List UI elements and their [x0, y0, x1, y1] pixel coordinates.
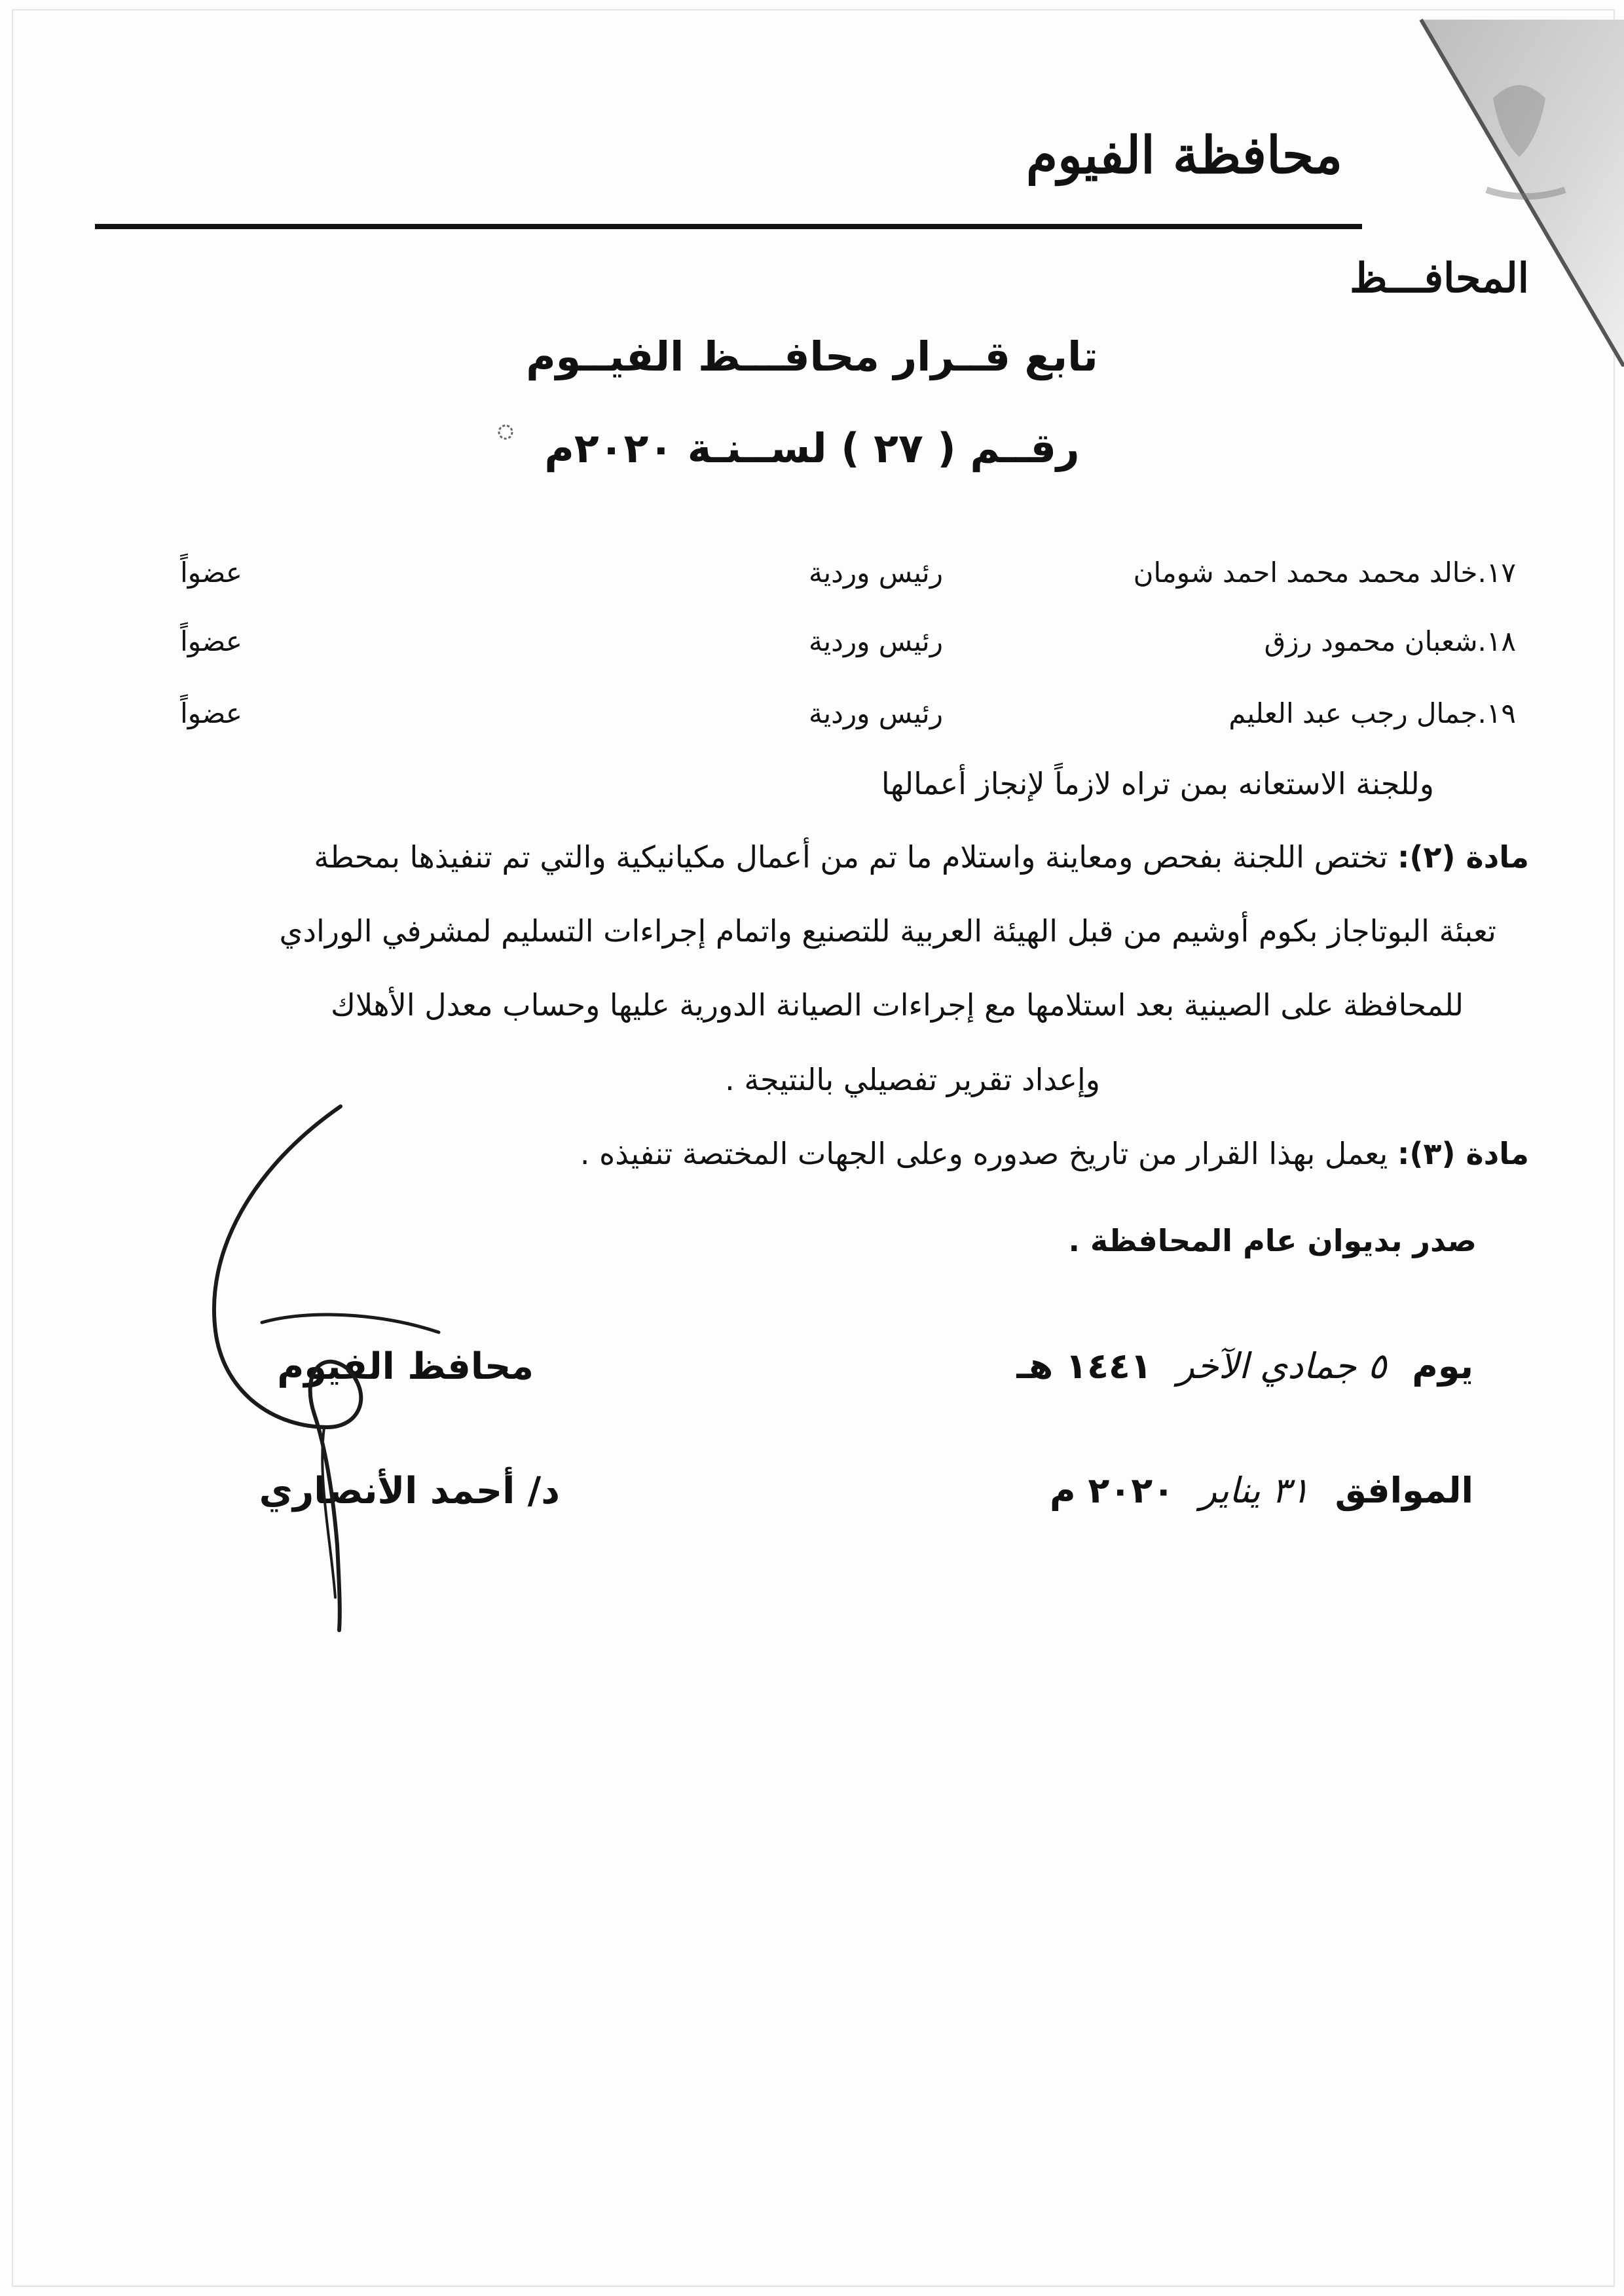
- article-3-text: يعمل بهذا القرار من تاريخ صدوره وعلى الجهات المختصة تنفيذه .: [580, 1136, 1388, 1171]
- hijri-handwritten-date: ٥ جمادي الآخر: [1177, 1345, 1387, 1387]
- article-2-text-1: تختص اللجنة بفحص ومعاينة واستلام ما تم من أعمال مكيانيكية والتي تم تنفيذها بمحطة: [314, 839, 1388, 875]
- member-row: [0, 625, 1624, 671]
- signatory-name: د/ أحمد الأنصاري: [259, 1470, 560, 1512]
- signatory-title: محافظ الفيوم: [277, 1345, 534, 1388]
- member-status: عضواً: [180, 697, 242, 729]
- hijri-day-label: يوم: [1412, 1345, 1473, 1387]
- issued-statement: صدر بديوان عام المحافظة .: [1068, 1223, 1477, 1258]
- gregorian-handwritten-date: ٣١ يناير: [1200, 1470, 1310, 1511]
- member-status: عضواً: [180, 556, 242, 589]
- committee-note: وللجنة الاستعانه بمن تراه لازماً لإنجاز أعمالها: [881, 766, 1434, 801]
- article-2-line-1: [314, 839, 1529, 875]
- page-corner-shadow: [1395, 0, 1624, 367]
- member-role: رئيس وردية: [808, 556, 943, 589]
- article-2-line-4: وإعداد تقرير تفصيلي بالنتيجة .: [725, 1062, 1100, 1097]
- hijri-date-line: [1016, 1345, 1473, 1387]
- article-2-label: مادة (٢):: [1397, 839, 1529, 875]
- gregorian-date-line: [1050, 1470, 1473, 1511]
- hijri-year: ١٤٤١ هـ: [1016, 1345, 1152, 1387]
- decree-title: تابع قــرار محافـــظ الفيــوم: [526, 333, 1098, 380]
- article-3-label: مادة (٣):: [1397, 1136, 1529, 1171]
- handwritten-signature: [164, 1087, 491, 1637]
- governorate-name: محافظة الفيوم: [1025, 126, 1342, 185]
- article-2-line-3: للمحافظة على الصينية بعد استلامها مع إجراءات الصيانة الدورية عليها وحساب معدل الأهلاك: [331, 987, 1464, 1023]
- article-2-line-2: تعبئة البوتاجاز بكوم أوشيم من قبل الهيئة العربية للتصنيع واتمام إجراءات التسليم لمشرفي الورادي: [279, 913, 1496, 949]
- member-row: [0, 556, 1624, 602]
- governor-label: المحافـــظ: [1350, 254, 1529, 302]
- member-status: عضواً: [180, 625, 242, 657]
- article-3: [580, 1136, 1529, 1171]
- member-role: رئيس وردية: [808, 697, 943, 729]
- member-name: ١٧.خالد محمد محمد احمد شومان: [1133, 556, 1516, 589]
- decree-number: رقــم ( ٢٧ ) لســنـة ٢٠٢٠م: [544, 424, 1080, 472]
- member-name: ١٨.شعبان محمود رزق: [1264, 625, 1516, 657]
- member-role: رئيس وردية: [808, 625, 943, 657]
- member-name: ١٩.جمال رجب عبد العليم: [1228, 697, 1516, 729]
- header-divider: [95, 224, 1362, 229]
- gregorian-year: ٢٠٢٠ م: [1049, 1470, 1175, 1511]
- gregorian-label: الموافق: [1335, 1470, 1473, 1511]
- member-row: [0, 697, 1624, 743]
